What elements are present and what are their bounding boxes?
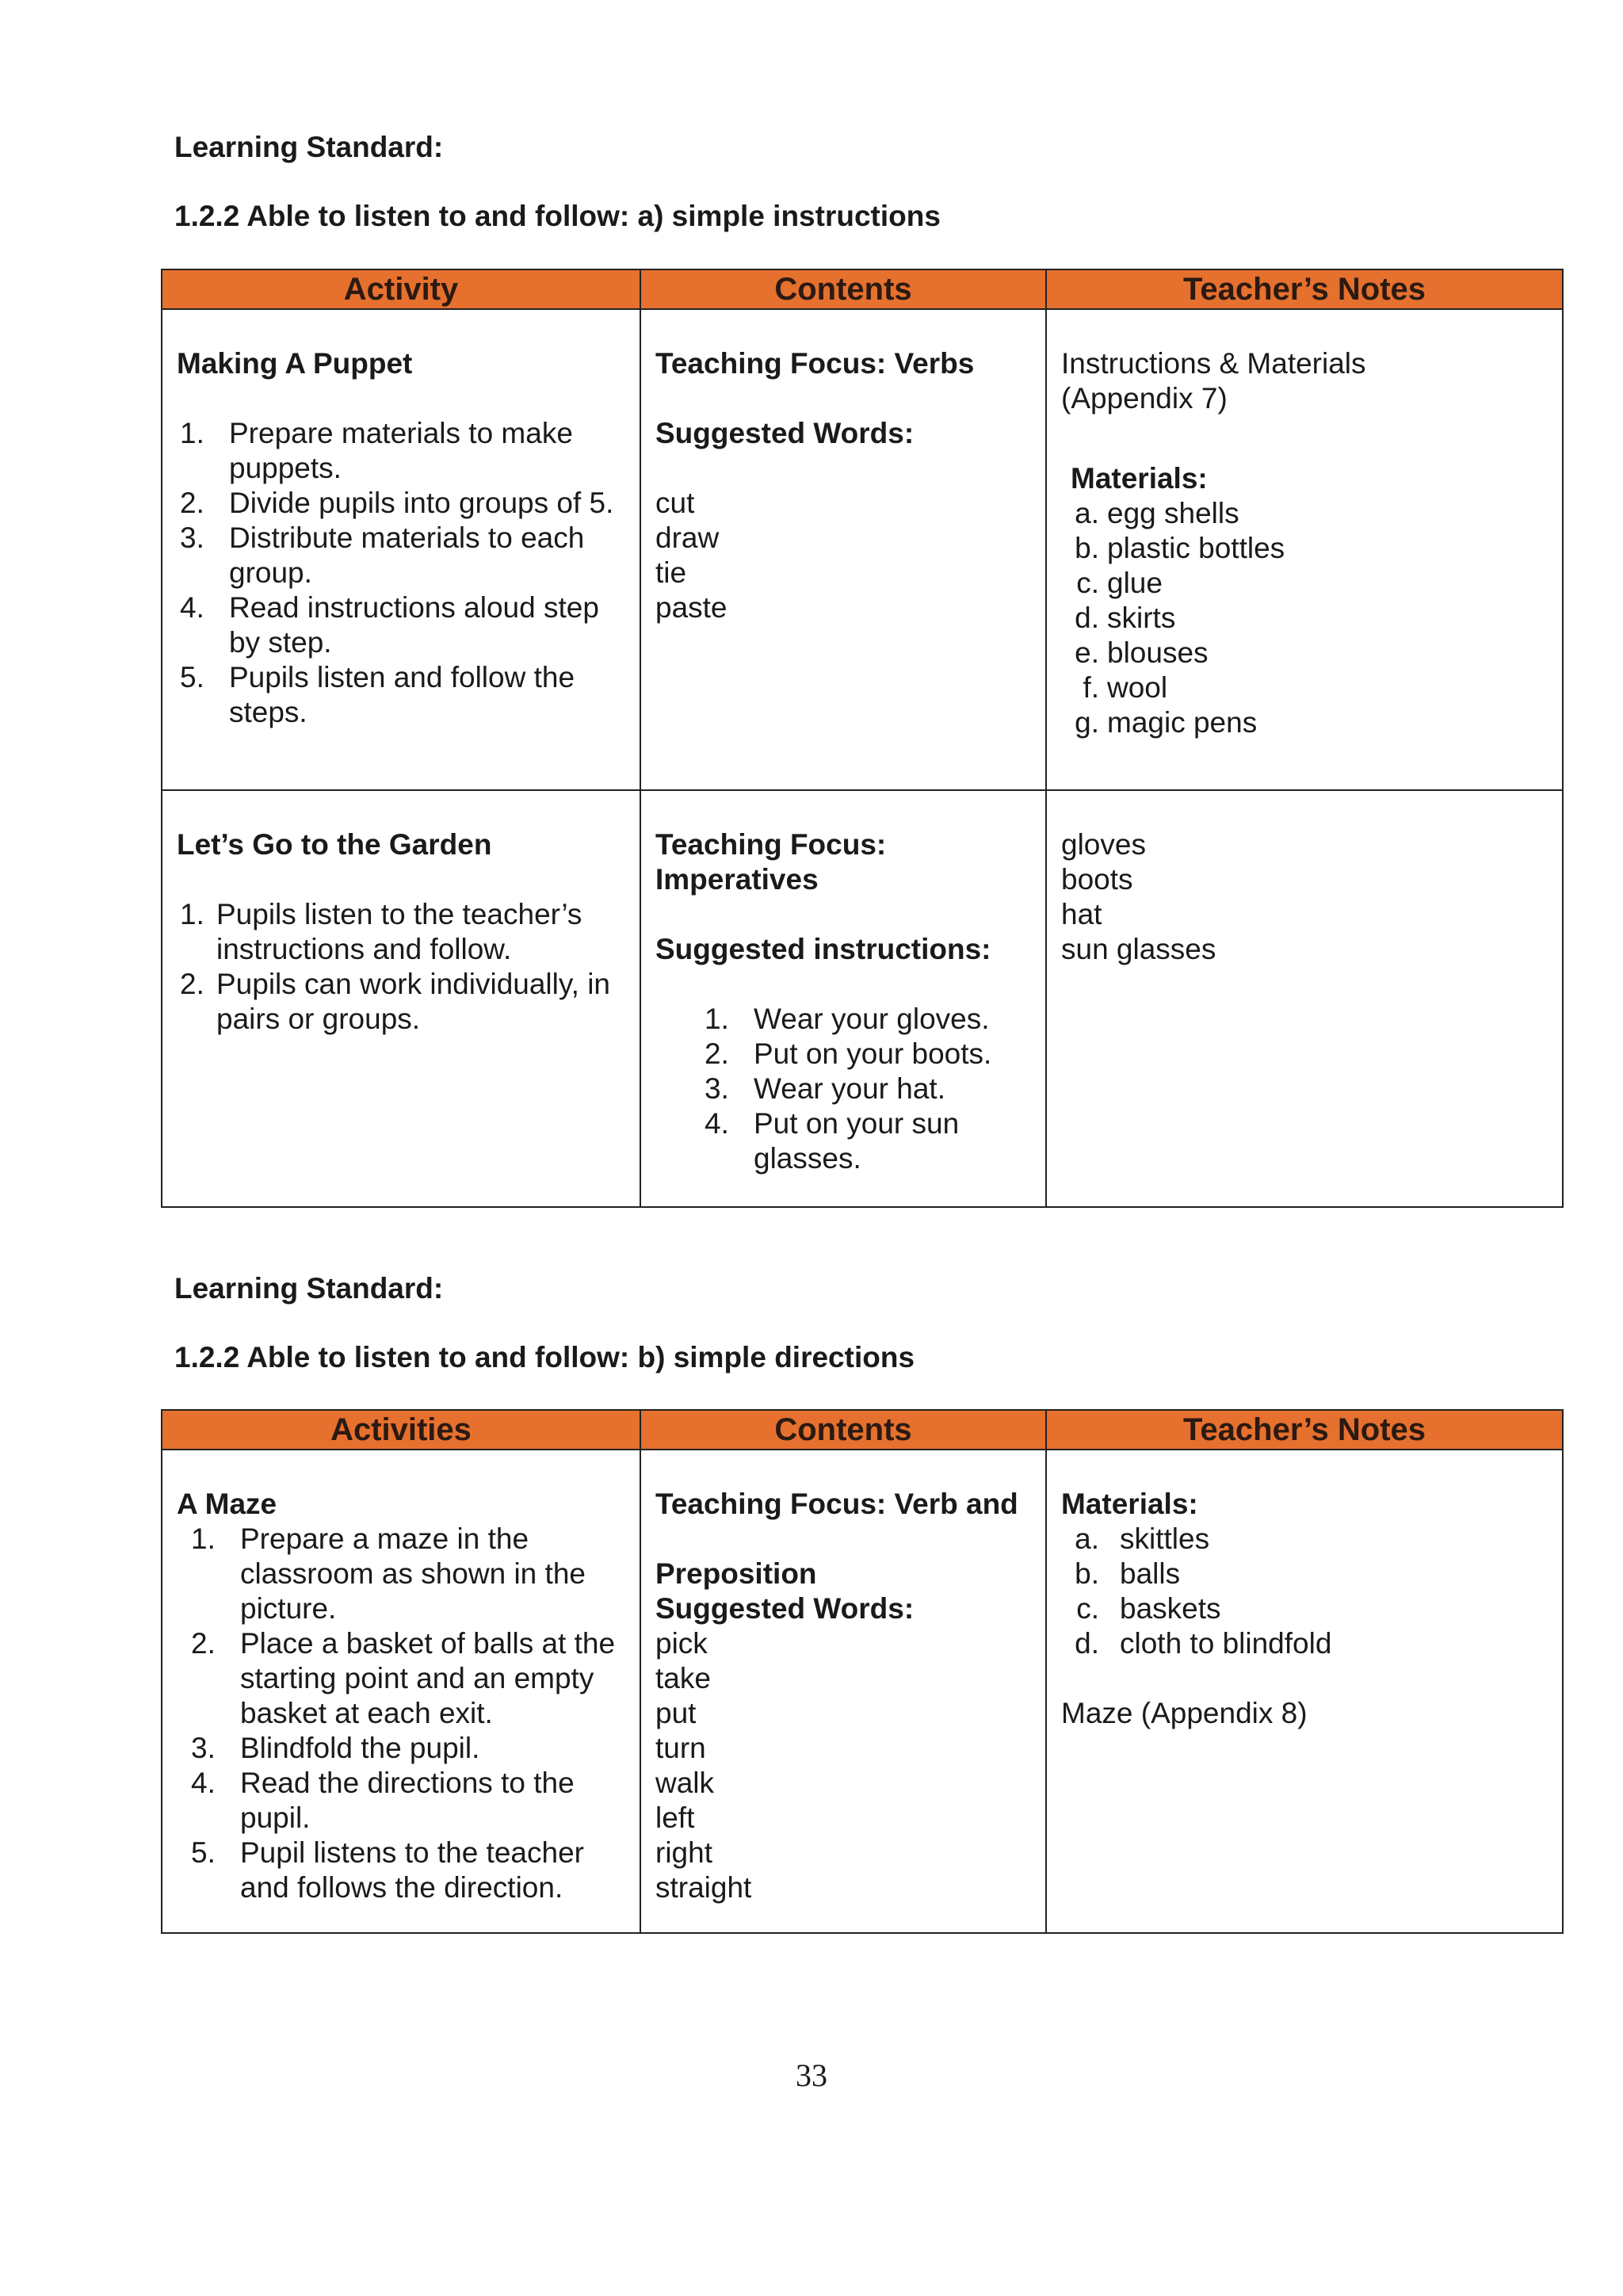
teachers-notes-cell: [1046, 790, 1563, 1207]
suggested-words: [655, 1626, 1031, 1905]
list-item: 4. Read instructions aloud step by step.: [180, 591, 599, 659]
contents-cell: [640, 1450, 1046, 1933]
notes-text: (Appendix 7): [1061, 382, 1228, 415]
list-item: 5. Pupils listen and follow the steps.: [180, 661, 575, 728]
list-item: boots: [1061, 863, 1133, 896]
header-activities: Activities: [162, 1410, 640, 1450]
list-item: a. egg shells: [1075, 497, 1239, 529]
table-row: [162, 1450, 1563, 1933]
materials-label: Materials:: [1071, 462, 1208, 495]
teaching-focus: Teaching Focus:: [655, 828, 887, 861]
list-item: b. plastic bottles: [1075, 532, 1285, 564]
list-item: pick: [655, 1627, 708, 1660]
list-item: f. wool: [1083, 671, 1168, 704]
activity-cell: [162, 1450, 640, 1933]
list-item: hat: [1061, 898, 1102, 930]
list-item: draw: [655, 521, 720, 554]
activity-cell: [162, 309, 640, 790]
page-number: 33: [796, 2057, 827, 2093]
list-item: 3. Wear your hat.: [705, 1072, 945, 1105]
list-item: 2. Place a basket of balls at the starting point and an empty basket at each exit.: [191, 1627, 616, 1729]
suggested-words-label: Suggested Words:: [655, 417, 915, 449]
contents-cell: [640, 790, 1046, 1207]
list-item: tie: [655, 556, 687, 589]
list-item: e. blouses: [1075, 636, 1209, 669]
maze-appendix-note: Maze (Appendix 8): [1061, 1697, 1308, 1729]
notes-text: Instructions & Materials: [1061, 347, 1366, 380]
contents-cell: [640, 309, 1046, 790]
teachers-notes-cell: [1046, 309, 1563, 790]
activity-table-directions: [161, 1409, 1564, 1934]
header-contents: Contents: [640, 269, 1046, 309]
activity-title: Let’s Go to the Garden: [177, 828, 492, 861]
list-item: gloves: [1061, 828, 1146, 861]
list-item: 2. Put on your boots.: [705, 1037, 992, 1070]
list-item: 5. Pupil listens to the teacher and follows the direction.: [191, 1836, 584, 1904]
list-item: 1. Prepare a maze in the classroom as shown in the picture.: [191, 1522, 586, 1625]
activity-steps: [177, 416, 625, 730]
list-item: take: [655, 1662, 711, 1694]
activity-steps: [177, 897, 625, 1037]
table-row: [162, 790, 1563, 1207]
activity-table-instructions: [161, 269, 1564, 1208]
list-item: 1. Pupils listen to the teacher’s instructions and follow.: [180, 898, 582, 965]
learning-standard-label: Learning Standard:: [174, 1272, 444, 1305]
table-header-row: [162, 1410, 1563, 1450]
list-item: straight: [655, 1871, 752, 1904]
list-item: 2. Divide pupils into groups of 5.: [180, 487, 614, 519]
learning-standard-label: Learning Standard:: [174, 131, 444, 163]
list-item: right: [655, 1836, 712, 1869]
teachers-notes-cell: [1046, 1450, 1563, 1933]
teaching-focus: Imperatives: [655, 863, 819, 896]
list-item: 2. Pupils can work individually, in pairs or groups.: [180, 968, 610, 1035]
teaching-focus: Teaching Focus: Verbs: [655, 347, 975, 380]
list-item: c. glue: [1076, 567, 1163, 599]
table-header-row: [162, 269, 1563, 309]
list-item: cut: [655, 487, 695, 519]
list-item: d. skirts: [1075, 602, 1176, 634]
table-row: [162, 309, 1563, 790]
learning-standard-title: 1.2.2 Able to listen to and follow: b) simple directions: [174, 1341, 915, 1373]
list-item: put: [655, 1697, 697, 1729]
list-item: left: [655, 1801, 695, 1834]
materials-label: Materials:: [1061, 1488, 1198, 1520]
list-item: paste: [655, 591, 727, 624]
suggested-instructions: [655, 1002, 1031, 1176]
list-item: 3. Distribute materials to each group.: [180, 521, 585, 589]
list-item: 1. Wear your gloves.: [705, 1003, 990, 1035]
header-activity: Activity: [162, 269, 640, 309]
teaching-focus: Teaching Focus: Verb and: [655, 1488, 1018, 1520]
list-item: a. skittles: [1075, 1522, 1210, 1555]
suggested-words-label: Suggested Words:: [655, 1592, 915, 1625]
header-teachers-notes: Teacher’s Notes: [1046, 269, 1563, 309]
suggested-words: [655, 486, 1031, 625]
list-item: g. magic pens: [1075, 706, 1258, 739]
activity-title: A Maze: [177, 1488, 277, 1520]
list-item: d. cloth to blindfold: [1075, 1627, 1332, 1660]
list-item: walk: [655, 1767, 715, 1799]
header-teachers-notes: Teacher’s Notes: [1046, 1410, 1563, 1450]
list-item: 1. Prepare materials to make puppets.: [180, 417, 573, 484]
list-item: 4. Read the directions to the pupil.: [191, 1767, 575, 1834]
list-item: turn: [655, 1732, 706, 1764]
learning-standard-title: 1.2.2 Able to listen to and follow: a) simple instructions: [174, 200, 941, 232]
list-item: sun glasses: [1061, 933, 1216, 965]
activity-cell: [162, 790, 640, 1207]
suggested-instructions-label: Suggested instructions:: [655, 933, 991, 965]
materials-list: [1061, 496, 1548, 740]
list-item: c. baskets: [1076, 1592, 1221, 1625]
list-item: 4. Put on your sun glasses.: [705, 1107, 960, 1175]
activity-title: Making A Puppet: [177, 347, 413, 380]
materials-list: [1061, 1522, 1548, 1661]
header-contents: Contents: [640, 1410, 1046, 1450]
activity-steps: [177, 1522, 625, 1905]
teaching-focus: Preposition: [655, 1557, 817, 1590]
notes-list: [1061, 827, 1548, 967]
list-item: 3. Blindfold the pupil.: [191, 1732, 480, 1764]
list-item: b. balls: [1075, 1557, 1181, 1590]
